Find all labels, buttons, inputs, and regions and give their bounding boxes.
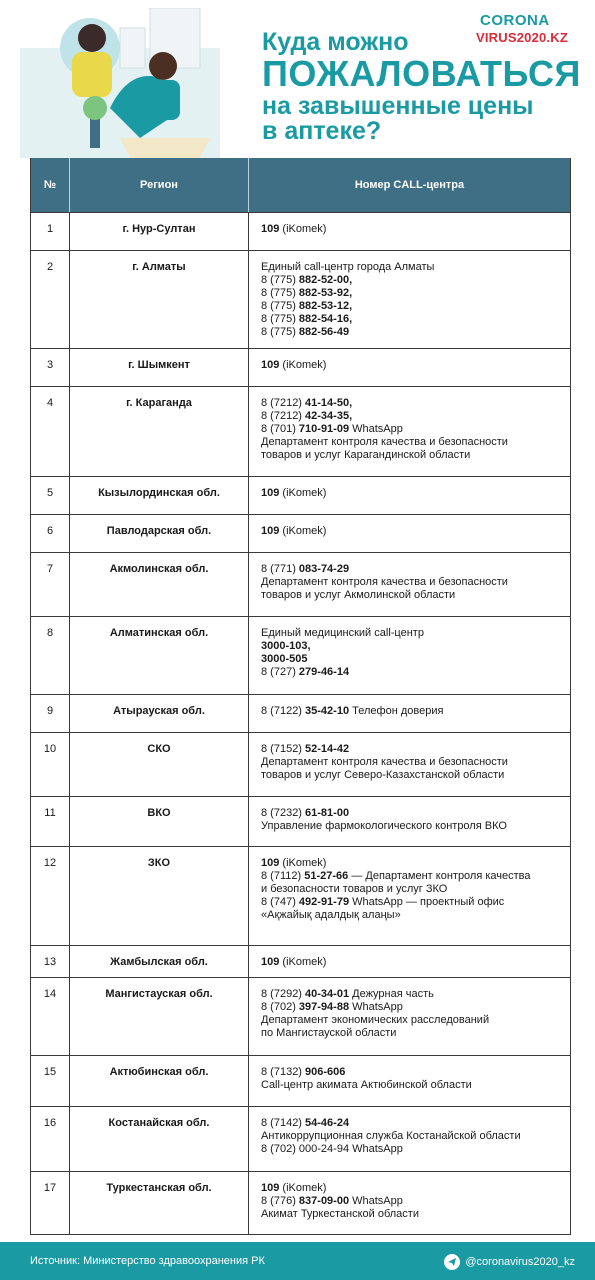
phone-text: по Мангистауской области [261,1027,397,1039]
title-line-4: в аптеке? [262,117,382,145]
row-number: 17 [31,1172,70,1234]
logo-bottom-text: VIRUS2020.KZ [476,30,568,45]
table-header [31,158,570,212]
callcenter-line [261,857,564,870]
row-number: 13 [31,946,70,977]
phone-text: Телефон доверия [349,705,444,717]
phone-text: 8 (775) [261,326,299,338]
phone-number: 61-81-00 [305,807,350,819]
row-callcenter [249,477,570,514]
logo-top-text: CORONA [480,12,550,29]
phone-number: 35-42-10 [305,705,350,717]
row-callcenter [249,733,570,796]
phone-text: 8 (775) [261,313,299,325]
row-region: г. Алматы [70,251,249,348]
table-row [31,1171,570,1235]
callcenter-line [261,274,564,287]
callcenter-line [261,313,564,326]
header [0,0,595,158]
callcenter-line [261,223,564,236]
row-region: Алматинская обл. [70,617,249,694]
callcenter-line [261,870,564,883]
phone-text: WhatsApp [349,1195,403,1207]
row-region: Павлодарская обл. [70,515,249,552]
phone-text: Антикоррупционная служба Костанайской области [261,1130,521,1142]
callcenter-line [261,1027,564,1040]
row-callcenter [249,349,570,386]
callcenter-line [261,589,564,602]
phone-number: 882-56-49 [298,326,350,338]
header-callcenter: Номер CALL-центра [354,179,465,191]
callcenter-line [261,287,564,300]
table-row [31,1055,570,1106]
phone-text: 8 (7112) [261,870,305,882]
phone-number: 109 [261,956,280,968]
header-region: Регион [70,158,249,212]
row-callcenter [249,1172,570,1234]
phone-text: Единый медицинский call-центр [261,627,424,639]
callcenter-line [261,410,564,423]
phone-text: 8 (727) [261,666,299,678]
phone-text: WhatsApp [349,1001,403,1013]
callcenter-line [261,525,564,538]
table-row [31,212,570,250]
phone-number: 906-606 [305,1066,346,1078]
row-number: 1 [31,213,70,250]
phone-text: WhatsApp [349,423,403,435]
phone-text: (iKomek) [279,223,327,235]
row-number: 11 [31,797,70,846]
phone-text: товаров и услуг Карагандинской области [261,449,471,461]
phone-text: Call-центр акимата Актюбинской области [261,1079,472,1091]
telegram-link[interactable] [444,1254,575,1270]
phone-number: 109 [261,487,280,499]
callcenter-line [261,326,564,339]
row-region: г. Нур-Султан [70,213,249,250]
row-region: Акмолинская обл. [70,553,249,616]
phone-text: Единый call-центр города Алматы [261,261,435,273]
phone-number: 54-46-24 [305,1117,350,1129]
row-region: Туркестанская обл. [70,1172,249,1234]
table-row [31,552,570,616]
callcenter-line [261,896,564,909]
row-region: Актюбинская обл. [70,1056,249,1106]
phone-number: 3000-103, [261,640,311,652]
callcenter-line [261,1195,564,1208]
phone-text: 8 (7212) [261,410,306,422]
table-row [31,732,570,796]
row-number: 5 [31,477,70,514]
row-number: 2 [31,251,70,348]
phone-text: Департамент экономических расследований [261,1014,490,1026]
phone-text: (iKomek) [279,956,327,968]
callcenter-line [261,653,564,666]
callcenter-line [261,1079,564,1092]
source-text: Источник: Министерство здравоохранения РК [30,1255,265,1267]
phone-text: 8 (7122) [261,705,306,717]
phone-text: 8 (702) [261,1001,299,1013]
table-body [31,212,570,1235]
phone-text: 8 (747) [261,896,299,908]
row-region: г. Караганда [70,387,249,476]
phone-text: — Департамент контроля качества [348,870,531,882]
coronavirus-logo [476,12,588,48]
callcenter-line [261,359,564,372]
phone-number: 40-34-01 [305,988,350,1000]
phone-text: (iKomek) [279,1182,327,1194]
callcenter-table [30,158,571,1235]
phone-number: 109 [261,359,280,371]
row-callcenter [249,695,570,732]
phone-number: 52-14-42 [305,743,350,755]
phone-number: 279-46-14 [298,666,350,678]
row-region: Кызылординская обл. [70,477,249,514]
phone-number: 882-54-16, [298,313,353,325]
phone-number: 51-27-66 [304,870,349,882]
row-region: ЗКО [70,847,249,945]
callcenter-line [261,576,564,589]
table-row [31,796,570,846]
callcenter-line [261,883,564,896]
telegram-icon [444,1254,460,1270]
phone-text: 8 (701) [261,423,299,435]
row-callcenter [249,978,570,1055]
phone-number: 882-53-92, [298,287,353,299]
phone-text: Управление фармокологического контроля ВКО [261,820,507,832]
row-number: 10 [31,733,70,796]
callcenter-line [261,627,564,640]
callcenter-line [261,261,564,274]
title-line-3: на завышенные цены [262,92,534,120]
phone-text: 8 (7212) [261,397,306,409]
table-row [31,514,570,552]
callcenter-line [261,705,564,718]
row-callcenter [249,1107,570,1171]
row-number: 8 [31,617,70,694]
callcenter-line [261,820,564,833]
phone-text: 8 (7132) [261,1066,306,1078]
row-callcenter [249,797,570,846]
phone-number: 3000-505 [261,653,308,665]
callcenter-line [261,1066,564,1079]
row-callcenter [249,946,570,977]
phone-text: (iKomek) [279,857,327,869]
phone-text: 8 (776) [261,1195,299,1207]
row-number: 15 [31,1056,70,1106]
row-callcenter [249,251,570,348]
phone-number: 083-74-29 [298,563,350,575]
row-callcenter [249,553,570,616]
phone-text: Департамент контроля качества и безопасности [261,756,508,768]
telegram-handle: @coronavirus2020_kz [465,1256,575,1268]
phone-number: 882-53-12, [298,300,353,312]
phone-text: Департамент контроля качества и безопасности [261,436,508,448]
phone-number: 837-09-00 [298,1195,350,1207]
callcenter-line [261,563,564,576]
phone-text: Акимат Туркестанской области [261,1208,419,1220]
table-row [31,846,570,945]
phone-text: Дежурная часть [349,988,434,1000]
row-callcenter [249,617,570,694]
callcenter-line [261,769,564,782]
phone-number: 882-52-00, [298,274,353,286]
table-row [31,694,570,732]
phone-text: 8 (7232) [261,807,306,819]
row-number: 16 [31,1107,70,1171]
phone-text: товаров и услуг Северо-Казахстанской области [261,769,505,781]
row-region: ВКО [70,797,249,846]
table-row [31,386,570,476]
callcenter-line [261,666,564,679]
callcenter-line [261,1001,564,1014]
table-row [31,945,570,977]
row-number: 12 [31,847,70,945]
phone-text: 8 (775) [261,287,299,299]
footer [0,1242,595,1280]
phone-text: Департамент контроля качества и безопасности [261,576,508,588]
row-region: г. Шымкент [70,349,249,386]
phone-number: 397-94-88 [298,1001,350,1013]
row-region: Костанайская обл. [70,1107,249,1171]
callcenter-line [261,1130,564,1143]
callcenter-line [261,956,564,969]
callcenter-line [261,1143,564,1156]
row-region: Жамбылская обл. [70,946,249,977]
row-number: 4 [31,387,70,476]
phone-text: 8 (7292) [261,988,306,1000]
phone-number: 492-91-79 [298,896,350,908]
phone-text: 8 (775) [261,300,299,312]
table-row [31,977,570,1055]
row-number: 14 [31,978,70,1055]
phone-number: 41-14-50, [305,397,353,409]
callcenter-line [261,1208,564,1221]
callcenter-line [261,1014,564,1027]
row-number: 3 [31,349,70,386]
callcenter-line [261,1182,564,1195]
callcenter-line [261,756,564,769]
phone-text: товаров и услуг Акмолинской области [261,589,456,601]
table-row [31,1106,570,1171]
table-row [31,616,570,694]
phone-number: 109 [261,525,280,537]
phone-text: (iKomek) [279,359,327,371]
callcenter-line [261,909,564,922]
phone-text: и безопасности товаров и услуг ЗКО [261,883,448,895]
row-callcenter [249,387,570,476]
header-number: № [31,158,70,212]
title-line-2: ПОЖАЛОВАТЬСЯ [262,53,581,94]
callcenter-line [261,807,564,820]
row-region: СКО [70,733,249,796]
row-number: 9 [31,695,70,732]
callcenter-line [261,743,564,756]
table-row [31,250,570,348]
row-callcenter [249,1056,570,1106]
callcenter-line [261,640,564,653]
phone-number: 42-34-35, [305,410,353,422]
phone-number: 109 [261,1182,280,1194]
phone-text: 8 (702) 000-24-94 WhatsApp [261,1143,403,1155]
callcenter-line [261,988,564,1001]
phone-text: WhatsApp — проектный офис [349,896,505,908]
callcenter-line [261,397,564,410]
row-number: 7 [31,553,70,616]
row-callcenter [249,213,570,250]
table-row [31,348,570,386]
callcenter-line [261,487,564,500]
phone-number: 109 [261,223,280,235]
phone-text: 8 (7142) [261,1117,306,1129]
row-region: Мангистауская обл. [70,978,249,1055]
phone-text: «Ақжайық адалдық алаңы» [261,909,401,921]
phone-text: 8 (771) [261,563,299,575]
row-callcenter [249,515,570,552]
row-callcenter [249,847,570,945]
callcenter-line [261,449,564,462]
callcenter-line [261,436,564,449]
callcenter-line [261,300,564,313]
callcenter-line [261,423,564,436]
row-number: 6 [31,515,70,552]
table-row [31,476,570,514]
phone-text: (iKomek) [279,487,327,499]
row-region: Атырауская обл. [70,695,249,732]
phone-number: 710-91-09 [298,423,350,435]
phone-text: 8 (7152) [261,743,306,755]
title-line-1: Куда можно [262,28,409,56]
callcenter-line [261,1117,564,1130]
illustration [20,8,250,158]
phone-text: 8 (775) [261,274,299,286]
phone-number: 109 [261,857,280,869]
phone-text: (iKomek) [279,525,327,537]
